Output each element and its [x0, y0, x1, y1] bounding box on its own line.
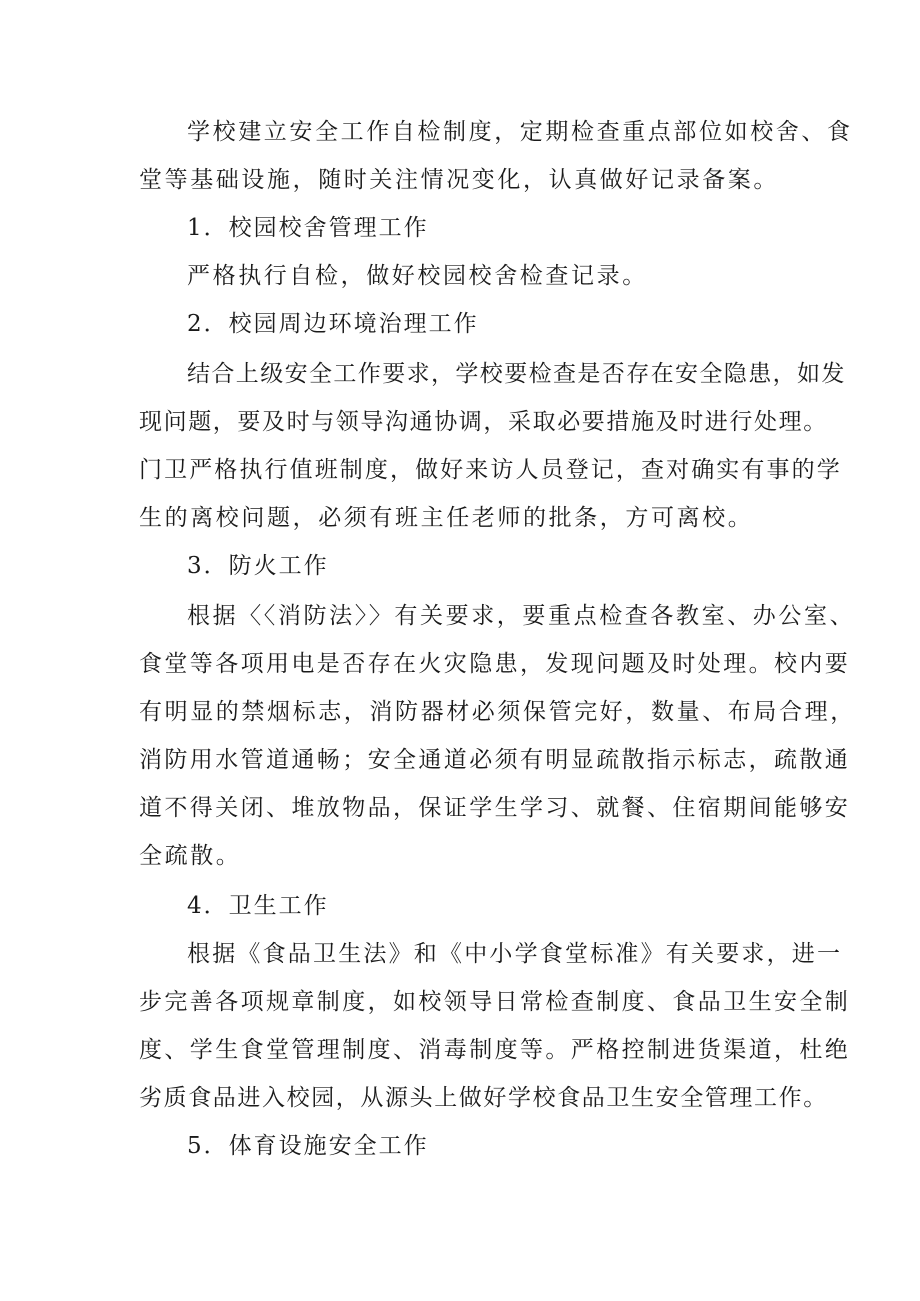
paragraph-line: 严格执行自检，做好校园校舍检查记录。 [187, 263, 648, 289]
section-heading: 1．校园校舍管理工作 [187, 215, 429, 241]
paragraph-line: 度、学生食堂管理制度、消毒制度等。严格控制进货渠道，杜绝 [139, 1037, 851, 1063]
section-heading: 2．校园周边环境治理工作 [187, 311, 479, 337]
paragraph-line: 步完善各项规章制度，如校领导日常检查制度、食品卫生安全制 [139, 989, 851, 1015]
paragraph-line: 根据〈〈消防法〉〉有关要求，要重点检查各教室、办公室、 [187, 603, 856, 629]
paragraph-line: 有明显的禁烟标志，消防器材必须保管完好，数量、布局合理， [139, 699, 856, 725]
paragraph-line: 堂等基础设施，随时关注情况变化，认真做好记录备案。 [139, 167, 779, 193]
paragraph-line: 劣质食品进入校园，从源头上做好学校食品卫生安全管理工作。 [139, 1085, 828, 1111]
paragraph-line: 道不得关闭、堆放物品，保证学生学习、就餐、住宿期间能够安 [139, 795, 851, 821]
paragraph-line: 消防用水管道通畅；安全通道必须有明显疏散指示标志，疏散通 [139, 747, 851, 773]
paragraph-line: 生的离校问题，必须有班主任老师的批条，方可离校。 [139, 505, 754, 531]
paragraph-line: 根据《食品卫生法》和《中小学食堂标准》有关要求，进一 [187, 941, 843, 967]
section-heading: 3．防火工作 [187, 553, 329, 579]
paragraph-line: 门卫严格执行值班制度，做好来访人员登记，查对确实有事的学 [139, 457, 842, 483]
paragraph-line: 结合上级安全工作要求，学校要检查是否存在安全隐患，如发 [187, 361, 846, 387]
section-heading: 4．卫生工作 [187, 893, 329, 919]
paragraph-line: 学校建立安全工作自检制度，定期检查重点部位如校舍、食 [187, 119, 853, 145]
paragraph-line: 食堂等各项用电是否存在火灾隐患，发现问题及时处理。校内要 [139, 651, 851, 677]
section-heading: 5．体育设施安全工作 [187, 1133, 429, 1159]
paragraph-line: 现问题，要及时与领导沟通协调，采取必要措施及时进行处理。 [139, 409, 828, 435]
paragraph-line: 全疏散。 [139, 843, 242, 869]
